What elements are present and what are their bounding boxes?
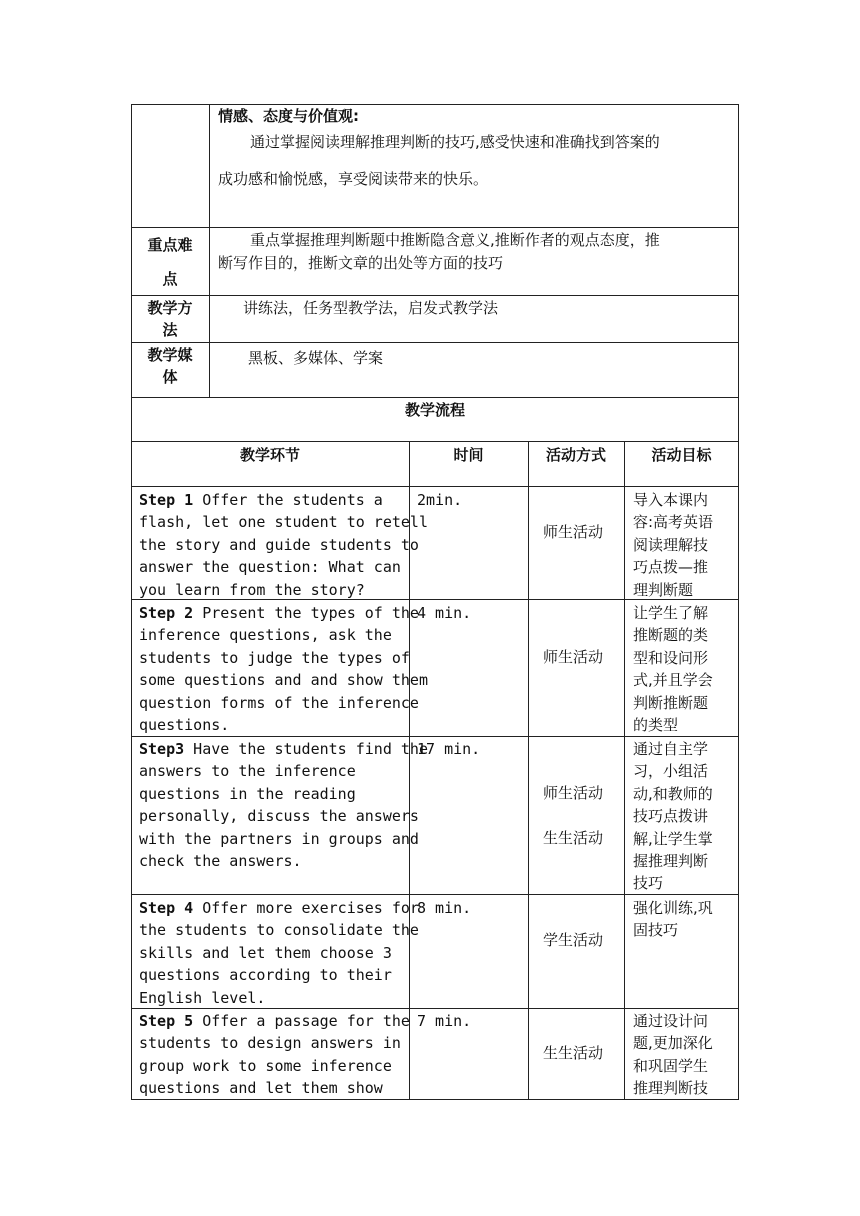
row-divider	[131, 441, 739, 442]
time-cell: 4 min.	[417, 604, 472, 622]
row-label: 教学媒	[147, 346, 193, 364]
mode-cell: 生生活动	[543, 829, 604, 847]
time-cell: 2min.	[417, 491, 463, 509]
goal-cell-line: 巧点拨—推	[633, 558, 709, 576]
row-label: 体	[162, 368, 178, 386]
goal-cell-line: 容:高考英语	[633, 513, 714, 531]
goal-cell-line: 型和设问形	[633, 649, 709, 667]
step-label: Step3	[139, 740, 185, 758]
section-heading: 情感、态度与价值观:	[218, 107, 359, 125]
step-label: Step 4	[139, 899, 194, 917]
time-cell: 8 min.	[417, 899, 472, 917]
goal-cell-line: 通过设计问	[633, 1012, 709, 1030]
paragraph-line: 通过掌握阅读理解推理判断的技巧,感受快速和准确找到答案的	[250, 133, 660, 151]
step-cell-line: the students to consolidate the	[139, 921, 419, 939]
goal-cell-line: 握推理判断	[633, 852, 709, 870]
goal-cell-line: 和巩固学生	[633, 1057, 709, 1075]
goal-cell-line: 动,和教师的	[633, 785, 713, 803]
goal-cell-line: 导入本课内	[633, 491, 709, 509]
step-cell-line: questions and let them show	[139, 1079, 383, 1097]
step-cell-line: check the answers.	[139, 852, 302, 870]
step-cell-line: you learn from the story?	[139, 581, 365, 599]
step-cell-line	[139, 897, 419, 920]
mode-cell: 师生活动	[543, 784, 604, 802]
row-divider	[131, 227, 739, 228]
step-cell-line	[139, 1010, 410, 1033]
flow-title: 教学流程	[404, 401, 465, 419]
row-text: 重点掌握推理判断题中推断隐含意义,推断作者的观点态度，推	[250, 231, 660, 249]
row-divider	[131, 342, 739, 343]
row-label: 重点难	[147, 236, 193, 254]
paragraph-line: 成功感和愉悦感，享受阅读带来的快乐。	[218, 170, 489, 188]
step-cell-line: students to judge the types of	[139, 649, 410, 667]
step-cell-line: with the partners in groups and	[139, 830, 419, 848]
goal-cell-line: 让学生了解	[633, 604, 709, 622]
goal-cell-line: 推理判断技	[633, 1079, 709, 1097]
column-divider	[209, 104, 210, 397]
step-cell-line	[139, 602, 419, 625]
row-text: 黑板、多媒体、学案	[248, 349, 384, 367]
goal-cell-line: 强化训练,巩	[633, 899, 713, 917]
column-divider	[528, 441, 529, 1100]
step-text: Have the students find the	[184, 740, 428, 758]
step-cell-line	[139, 738, 428, 761]
step-cell-line: English level.	[139, 989, 266, 1007]
row-divider	[131, 486, 739, 487]
header-mode: 活动方式	[545, 446, 606, 464]
step-text: Offer a passage for the	[193, 1012, 410, 1030]
mode-cell: 生生活动	[543, 1044, 604, 1062]
goal-cell-line: 通过自主学	[633, 740, 709, 758]
header-goal: 活动目标	[651, 446, 712, 464]
goal-cell-line: 推断题的类	[633, 626, 709, 644]
goal-cell-line: 技巧	[633, 874, 664, 892]
step-cell-line: question forms of the inference	[139, 694, 419, 712]
step-cell-line: some questions and and show them	[139, 671, 428, 689]
step-cell-line: inference questions, ask the	[139, 626, 392, 644]
row-label: 教学方	[147, 299, 193, 317]
goal-cell-line: 技巧点拨讲	[633, 807, 709, 825]
step-cell-line: questions.	[139, 716, 230, 734]
row-text: 断写作目的，推断文章的出处等方面的技巧	[218, 254, 504, 272]
goal-cell-line: 题,更加深化	[633, 1034, 713, 1052]
step-label: Step 1	[139, 491, 194, 509]
row-label: 法	[162, 321, 178, 339]
goal-cell-line: 解,让学生掌	[633, 830, 713, 848]
step-cell-line: the story and guide students to	[139, 536, 419, 554]
step-label: Step 2	[139, 604, 194, 622]
goal-cell-line: 的类型	[633, 716, 679, 734]
goal-cell-line: 判断推断题	[633, 694, 709, 712]
mode-cell: 师生活动	[543, 523, 604, 541]
header-step: 教学环节	[239, 446, 300, 464]
goal-cell-line: 固技巧	[633, 921, 679, 939]
step-text: Offer the students a	[193, 491, 383, 509]
row-divider	[131, 397, 739, 398]
goal-cell-line: 习，小组活	[633, 762, 709, 780]
column-divider	[624, 441, 625, 1100]
row-label: 点	[162, 270, 178, 288]
step-cell-line: answers to the inference	[139, 762, 356, 780]
row-divider	[131, 295, 739, 296]
step-cell-line: questions in the reading	[139, 785, 356, 803]
goal-cell-line: 理判断题	[633, 581, 694, 599]
step-cell-line: personally, discuss the answers	[139, 807, 419, 825]
step-cell-line: group work to some inference	[139, 1057, 392, 1075]
step-cell-line	[139, 489, 383, 512]
goal-cell-line: 阅读理解技	[633, 536, 709, 554]
time-cell: 7 min.	[417, 1012, 472, 1030]
step-cell-line: students to design answers in	[139, 1034, 401, 1052]
row-text: 讲练法，任务型教学法，启发式教学法	[243, 299, 499, 317]
step-cell-line: answer the question: What can	[139, 558, 401, 576]
step-cell-line: skills and let them choose 3	[139, 944, 392, 962]
step-cell-line: questions according to their	[139, 966, 392, 984]
header-time: 时间	[453, 446, 484, 464]
mode-cell: 师生活动	[543, 648, 604, 666]
goal-cell-line: 式,并且学会	[633, 671, 713, 689]
step-label: Step 5	[139, 1012, 194, 1030]
step-cell-line: flash, let one student to retell	[139, 513, 428, 531]
time-cell: 17 min.	[417, 740, 481, 758]
step-text: Offer more exercises for	[193, 899, 419, 917]
step-text: Present the types of the	[193, 604, 419, 622]
mode-cell: 学生活动	[543, 931, 604, 949]
